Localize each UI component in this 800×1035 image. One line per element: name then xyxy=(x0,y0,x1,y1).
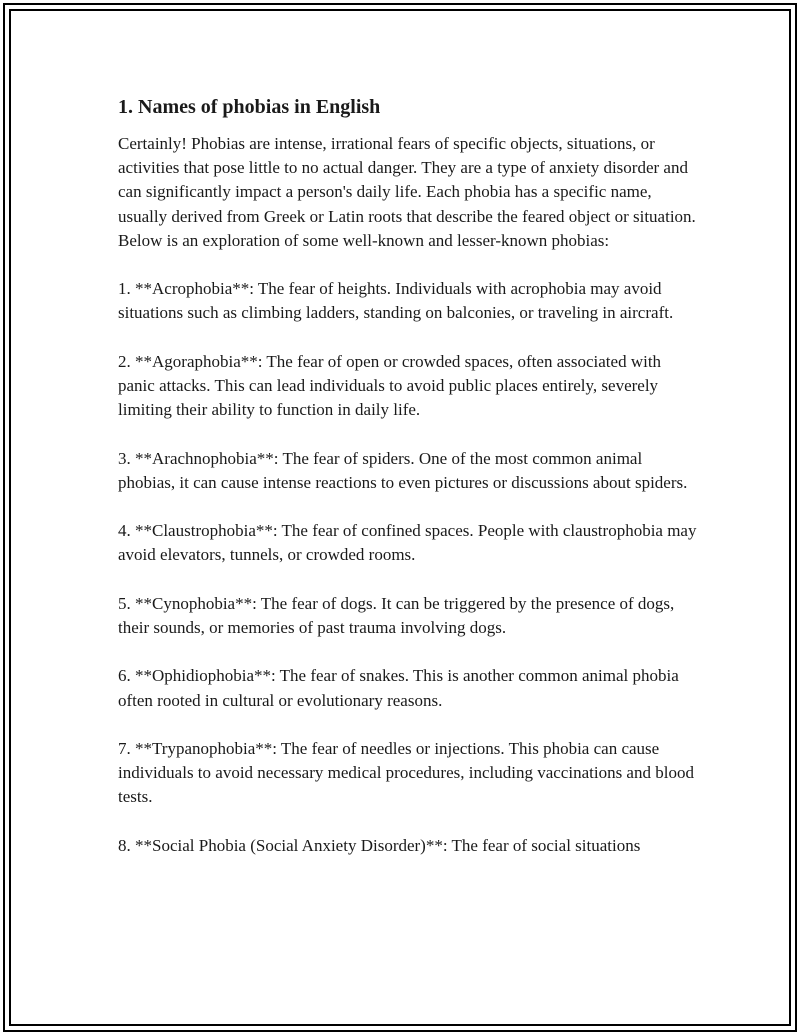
phobia-item-ophidiophobia: 6. **Ophidiophobia**: The fear of snakes. This is another common animal phobia often rooted in cultural or evolutionary reasons. xyxy=(118,666,679,710)
section-heading: 1. Names of phobias in English xyxy=(118,96,381,118)
phobia-item-trypanophobia: 7. **Trypanophobia**: The fear of needles or injections. This phobia can cause individuals to avoid necessary medical procedures, including vaccinations and blood tests. xyxy=(118,738,694,807)
phobia-item-cynophobia: 5. **Cynophobia**: The fear of dogs. It can be triggered by the presence of dogs, their sounds, or memories of past trauma involving dogs. xyxy=(118,593,675,637)
phobia-item-arachnophobia: 3. **Arachnophobia**: The fear of spiders. One of the most common animal phobias, it can cause intense reactions to even pictures or discussions about spiders. xyxy=(118,448,688,492)
document-body xyxy=(118,95,698,882)
phobia-item-social-phobia: 8. **Social Phobia (Social Anxiety Disorder)**: The fear of social situations xyxy=(118,835,641,855)
phobia-item-acrophobia: 1. **Acrophobia**: The fear of heights. Individuals with acrophobia may avoid situations such as climbing ladders, standing on balconies, or traveling in aircraft. xyxy=(118,279,674,323)
intro-paragraph: Certainly! Phobias are intense, irrational fears of specific objects, situations, or activities that pose little to no actual danger. They are a type of anxiety disorder and can significantly impact a person's daily life. Each phobia has a specific name, usually derived from Greek or Latin roots that describe the feared object or situation. Below is an exploration of some well-known and lesser-known phobias: xyxy=(118,134,696,250)
phobia-item-agoraphobia: 2. **Agoraphobia**: The fear of open or crowded spaces, often associated with panic attacks. This can lead individuals to avoid public places entirely, severely limiting their ability to function in daily life. xyxy=(118,351,662,420)
phobia-item-claustrophobia: 4. **Claustrophobia**: The fear of confined spaces. People with claustrophobia may avoid elevators, tunnels, or crowded rooms. xyxy=(118,521,697,565)
